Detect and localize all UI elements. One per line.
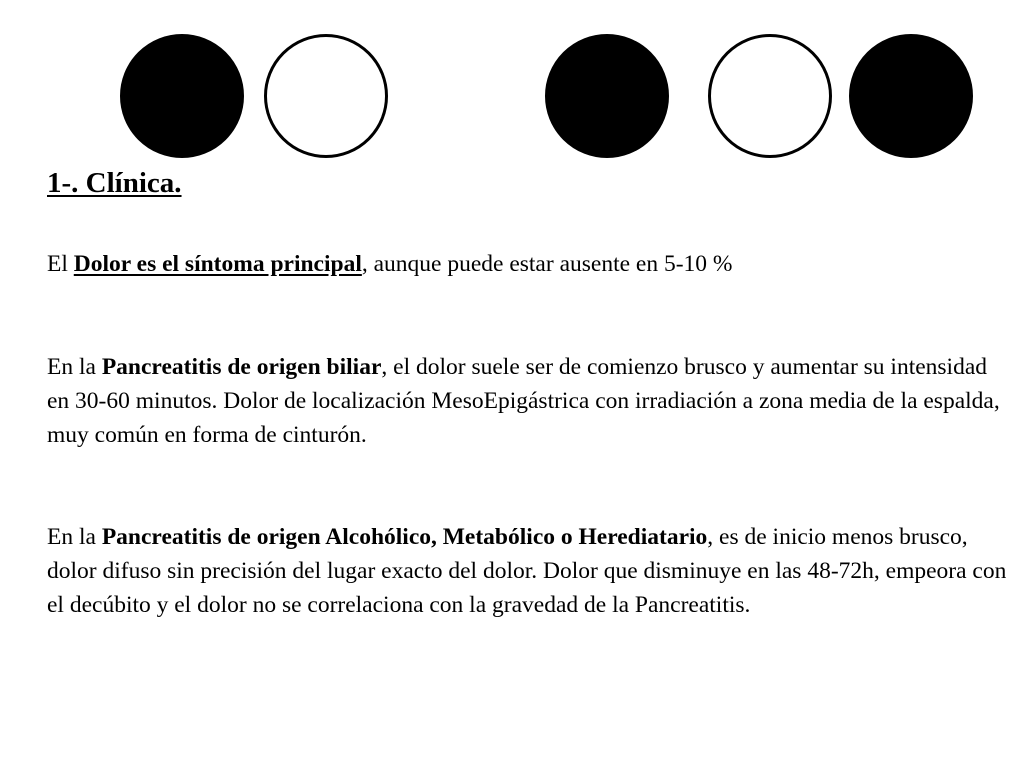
empty-circle-icon [264, 34, 388, 158]
paragraph-text: , aunque puede estar ausente en 5-10 % [361, 251, 733, 277]
paragraph-biliar-pancreatitis [47, 350, 1007, 452]
filled-circle-icon [849, 34, 973, 158]
paragraph-pain-main-symptom [47, 247, 1007, 281]
slide-heading: 1-. Clínica. [47, 167, 182, 199]
emphasis-text: Pancreatitis de origen Alcohólico, Metabólico o Herediatario [101, 524, 708, 550]
paragraph-text: , es de inicio menos brusco, dolor difuso sin precisión del lugar exacto del dolor. Dolor que disminuye en las 48-72h, empeora con el decúbito y el dolor no se correlaciona con la gravedad de la Pancreatitis. [47, 524, 1007, 618]
emphasis-text: Dolor es el síntoma principal [73, 251, 362, 277]
emphasis-text: Pancreatitis de origen biliar [101, 354, 382, 380]
paragraph-text: El [47, 251, 74, 277]
paragraph-text: , el dolor suele ser de comienzo brusco y aumentar su intensidad en 30-60 minutos. Dolor de localización MesoEpigástrica con irradiación a zona media de la espalda, muy común en forma de cinturón. [47, 354, 1000, 448]
paragraph-text: En la [47, 524, 102, 550]
filled-circle-icon [545, 34, 669, 158]
paragraph-alcoholic-pancreatitis [47, 520, 1007, 622]
empty-circle-icon [708, 34, 832, 158]
paragraph-text: En la [47, 354, 102, 380]
filled-circle-icon [120, 34, 244, 158]
